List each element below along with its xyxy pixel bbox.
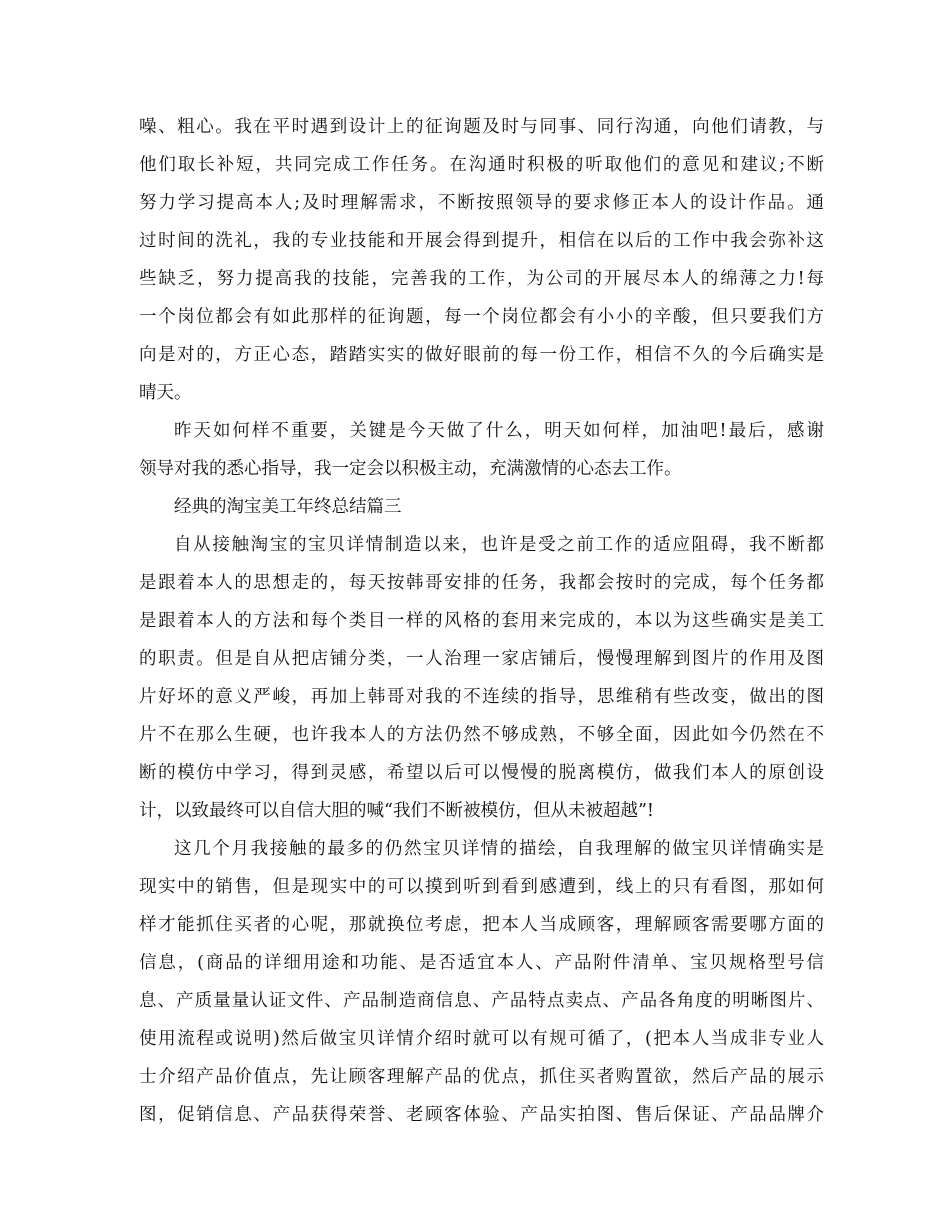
text-line: 的职责。但是自从把店铺分类，一人治理一家店铺后，慢慢理解到图片的作用及图	[139, 649, 824, 669]
text-line: 士介绍产品价值点，先让顾客理解产品的优点，抓住买者购置欲，然后产品的展示	[139, 1067, 824, 1087]
text-line: 些缺乏，努力提高我的技能，完善我的工作，为公司的开展尽本人的绵薄之力!每	[139, 269, 824, 289]
text-line: 他们取长补短，共同完成工作任务。在沟通时积极的听取他们的意见和建议;不断	[139, 155, 824, 175]
text-line: 昨天如何样不重要，关键是今天做了什么，明天如何样，加油吧!最后，感谢	[174, 421, 824, 441]
text-line: 计，以致最终可以自信大胆的喊“我们不断被模仿，但从未被超越”!	[139, 801, 654, 821]
text-line: 向是对的，方正心态，踏踏实实的做好眼前的每一份工作，相信不久的今后确实是	[139, 345, 824, 365]
text-line: 自从接触淘宝的宝贝详情制造以来，也许是受之前工作的适应阻碍，我不断都	[174, 535, 824, 555]
text-line: 努力学习提高本人;及时理解需求，不断按照领导的要求修正本人的设计作品。通	[139, 193, 824, 213]
document-body	[139, 108, 824, 1134]
text-line: 片不在那么生硬，也许我本人的方法仍然不够成熟，不够全面，因此如今仍然在不	[139, 725, 824, 745]
text-line: 领导对我的悉心指导，我一定会以积极主动，充满激情的心态去工作。	[139, 459, 682, 479]
text-line: 使用流程或说明)然后做宝贝详情介绍时就可以有规可循了，(把本人当成非专业人	[139, 1029, 824, 1049]
text-line: 息、产质量量认证文件、产品制造商信息、产品特点卖点、产品各角度的明晰图片、	[139, 991, 824, 1011]
text-line: 一个岗位都会有如此那样的征询题，每一个岗位都会有小小的辛酸，但只要我们方	[139, 307, 824, 327]
text-line: 过时间的洗礼，我的专业技能和开展会得到提升，相信在以后的工作中我会弥补这	[139, 231, 824, 251]
text-line: 晴天。	[139, 383, 192, 403]
text-line: 断的模仿中学习，得到灵感，希望以后可以慢慢的脱离模仿，做我们本人的原创设	[139, 763, 824, 783]
text-line: 现实中的销售，但是现实中的可以摸到听到看到感遭到，线上的只有看图，那如何	[139, 877, 824, 897]
text-line: 片好坏的意义严峻，再加上韩哥对我的不连续的指导，思维稍有些改变，做出的图	[139, 687, 824, 707]
text-line: 经典的淘宝美工年终总结篇三	[174, 497, 402, 517]
text-line: 信息，(商品的详细用途和功能、是否适宜本人、产品附件清单、宝贝规格型号信	[139, 953, 824, 973]
text-line: 是跟着本人的思想走的，每天按韩哥安排的任务，我都会按时的完成，每个任务都	[139, 573, 824, 593]
text-line: 样才能抓住买者的心呢，那就换位考虑，把本人当成顾客，理解顾客需要哪方面的	[139, 915, 824, 935]
text-line: 图，促销信息、产品获得荣誉、老顾客体验、产品实拍图、售后保证、产品品牌介	[139, 1105, 824, 1125]
text-line: 是跟着本人的方法和每个类目一样的风格的套用来完成的，本以为这些确实是美工	[139, 611, 824, 631]
text-line: 噪、粗心。我在平时遇到设计上的征询题及时与同事、同行沟通，向他们请教，与	[139, 117, 824, 137]
text-line: 这几个月我接触的最多的仍然宝贝详情的描绘，自我理解的做宝贝详情确实是	[174, 839, 824, 859]
